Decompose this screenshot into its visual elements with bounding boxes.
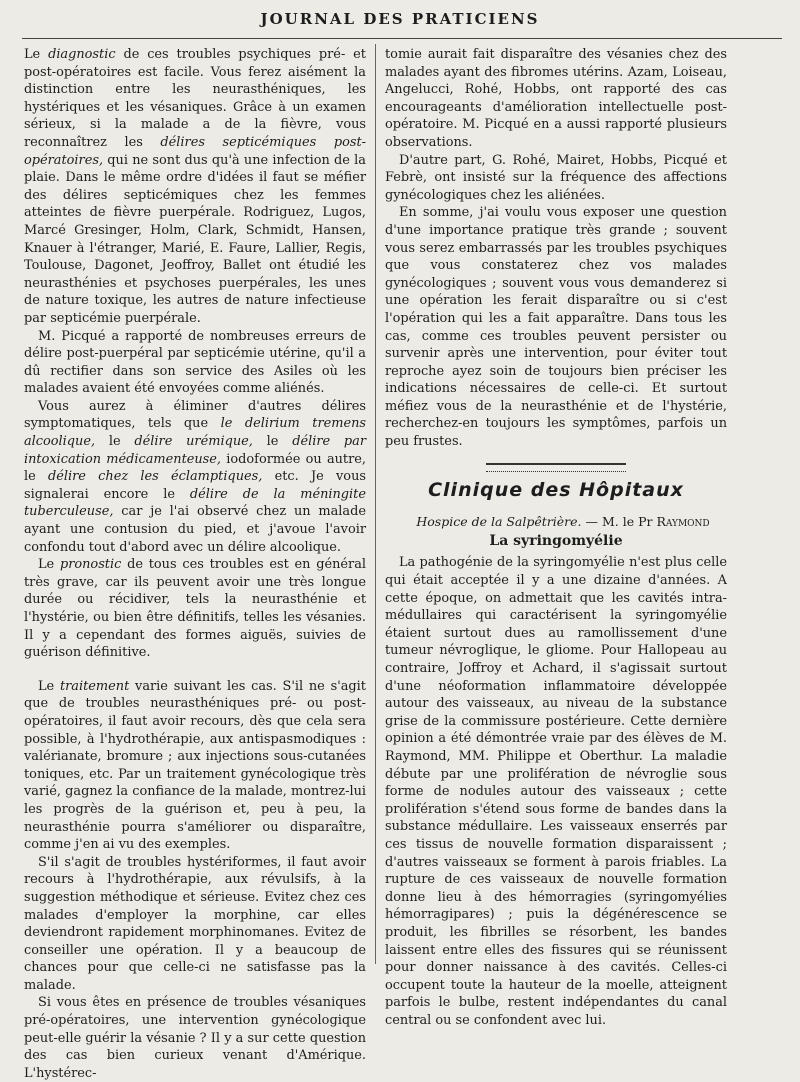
byline-dash: — M. le Pr [581, 514, 657, 530]
text-run: La pathogénie de la syringomyélie n'est plus celle qui était acceptée il y a une dizaine d'années. A cette époque, on admettait que les cavités intra-médullaires qui caractérisent la syringomyélie étaient surtout dues au ramollissement d'une tumeur névroglique, le gliome. Pour Hallopeau au contraire, Joffroy et Achard, il s'agissait surtout d'une néoformation inflammatoire développée autour des vaisseaux, au niveau de la substance grise de la commissure postérieure. Cette dernière opinion a été démontrée vraie par des élèves de M. Raymond, MM. Philippe et Oberthur. La maladie débute par une prolifération de névroglie sous forme de nodules autour des vaisseaux ; cette prolifération s'étend sous forme de bandes dans la substance médullaire. Les vaisseaux enserrés par ces tissus de nouvelle formation disparaissent ; d'autres vaisseaux se forment à parois friables. La rupture de ces vaisseaux de nouvelle formation donne lieu à des hémorragies (syringomyélies hémorragipares) ; puis la dégénérescence se produit, les fibrilles se résorbent, les bandes laissent entre elles des fissures qui se réunissent pour donner naissance à des cavités. Celles-ci occupent toute la hauteur de la moelle, atteignent parfois le bulbe, restent indépendantes du canal central ou se confondent avec lui. [385, 555, 727, 1028]
paragraph-hysteriformes [24, 854, 366, 995]
text-run: de ces troubles psychiques pré- et post-opératoires est facile. Vous ferez aisément la distinction entre les neurasthéniques, les hystériques et les vésaniques. Grâce à un examen sérieux, si la malade a de la fièvre, vous reconnaîtrez les [24, 47, 366, 150]
running-header: JOURNAL DES PRATICIENS [260, 10, 540, 28]
text-run: D'autre part, G. Rohé, Mairet, Hobbs, Picqué et Febrè, ont insisté sur la fréquence des affections gynécologiques chez les aliénées. [385, 152, 727, 203]
italic-phrase: délire de la méningite tuberculeuse, [24, 486, 366, 520]
italic-phrase: diagnostic [48, 47, 116, 62]
byline-name: Raymond [656, 514, 710, 530]
italic-phrase: traitement [59, 678, 130, 694]
text-run: Le [38, 557, 60, 573]
header-rule [22, 38, 782, 39]
paragraph-diagnostic [24, 46, 366, 328]
italic-phrase: délire chez les éclamptiques, [48, 469, 263, 485]
paragraph-en-somme [385, 204, 727, 450]
section-title: Clinique des Hôpitaux [428, 478, 684, 501]
right-column [385, 46, 727, 1029]
text-run: Le [38, 678, 60, 694]
paragraph-traitement [24, 678, 366, 854]
paragraph-hysterectomie [385, 46, 727, 152]
italic-phrase: délire par intoxication médicamenteuse, [24, 434, 367, 467]
text-run: varie suivant les cas. S'il ne s'agit que de troubles neurasthéniques pré- ou post-opératoires, il faut avoir recours, dès que cela sera possible, à l'hydrothérapie, aux antispasmodiques : valérianate, bromure ; aux injections sous-cutanées toniques, etc. Par un traitement gynécologique très varié, gagnez la confiance de la malade, montrez-lui les progrès de la guérison et, peu à peu, la neurasthénie pourra s'améliorer ou disparaître, comme j'en ai vu des exemples. [24, 678, 366, 853]
text-run: Le [24, 47, 49, 62]
text-run: M. Picqué a rapporté de nombreuses erreurs de délire post-puerpéral par septicémie utérine, qu'il a dû rectifier dans son service des Asiles où les malades avaient été envoyées comme aliénés. [24, 328, 366, 397]
text-run: S'il s'agit de troubles hystériformes, il faut avoir recours à l'hydrothérapie, aux révulsifs, à la suggestion méthodique et sérieuse. Evitez chez ces malades d'employer la morphine, car elles deviendront rapidement morphinomanes. Evitez de conseiller une opération. Il y a beaucoup de chances pour que celle-ci ne satisfasse pas la malade. [24, 854, 366, 993]
paragraph-pronostic [24, 556, 366, 662]
left-column [24, 46, 366, 1082]
text-run: En somme, j'ai voulu vous exposer une question d'une importance pratique très grande ; souvent vous serez embarrassés par les troubles psychiques que vous constaterez chez vos malades gynécologiques ; souvent vous vous demanderez si une opération les ferait disparaître ou si c'est l'opération qui les a fait apparaître. Dans tous les cas, comme ces troubles peuvent persister ou survenir après une intervention, pour éviter tout reproche ayez soin de toujours bien préciser les indications nécessaires de celle-ci. Et surtout méfiez vous de la neurasthénie et de l'hystérie, recherchez-en toujours les symptômes, parfois un peu frustes. [385, 205, 727, 450]
article-subtitle: La syringomyélie [489, 532, 623, 549]
text-run: de tous ces troubles est en général très grave, car ils peuvent avoir une très longue durée ou récidiver, tels la neurasthénie et l'hystérie, ou bien être définitifs, telles les vésanies. Il y a cependant des formes aiguës, suivies de guérison définitive. [24, 557, 366, 661]
paragraph-pathogenie [385, 554, 727, 1029]
paragraph-vesaniques [24, 994, 366, 1082]
italic-phrase: le delirium tremens alcoolique, [24, 416, 367, 450]
byline-place: Hospice de la Salpêtrière. [416, 514, 582, 530]
italic-phrase: délire urémique, [134, 434, 253, 450]
paragraph-picque-delire [24, 328, 366, 398]
text-run: Si vous êtes en présence de troubles vésaniques pré-opératoires, une intervention gynécologique peut-elle guérir la vésanie ? Il y a sur cette question des cas bien curieux venant d'Amérique. L'hystérec- [24, 995, 366, 1081]
italic-phrase: délires septicémiques post-opératoires, [24, 134, 366, 168]
section-ornament [486, 463, 626, 472]
text-run: le [252, 434, 293, 450]
paragraph-delires-symptomatiques [24, 398, 366, 556]
byline [385, 513, 727, 531]
text-run: etc. Je vous signalerai encore le [24, 469, 366, 502]
column-divider [375, 44, 376, 964]
text-run: Vous aurez à éliminer d'autres délires symptomatiques, tels que [24, 398, 366, 432]
text-run: tomie aurait fait disparaître des vésanies chez des malades ayant des fibromes utérins. Azam, Loiseau, Angelucci, Rohé, Hobbs, ont rapporté des cas encourageants d'amélioration intellectuelle post-opératoire. M. Picqué en a aussi rapporté plusieurs observations. [385, 47, 727, 150]
text-run: qui ne sont dus qu'à une infection de la plaie. Dans le même ordre d'idées il faut se méfier des délires septicémiques chez les femmes atteintes de fièvre puerpérale. Rodriguez, Lugos, Marcé Gresinger, Holm, Clark, Schmidt, Hansen, Knauer à l'étranger, Marié, E. Faure, Lallier, Regis, Toulouse, Dagonet, Jeoffroy, Ballet ont étudié les neurasthénies et psychoses puerpérales, les unes de nature toxique, les autres de nature infectieuse par septicémie puerpérale. [24, 152, 366, 326]
text-run: iodoformée ou autre, le [24, 451, 366, 485]
text-run: le [95, 434, 135, 450]
italic-phrase: pronostic [59, 557, 122, 573]
text-run: car je l'ai observé chez un malade ayant une contusion du pied, et j'avoue l'avoir confondu tout d'abord avec un délire alcoolique. [24, 504, 366, 555]
paragraph-autre-part [385, 152, 727, 205]
